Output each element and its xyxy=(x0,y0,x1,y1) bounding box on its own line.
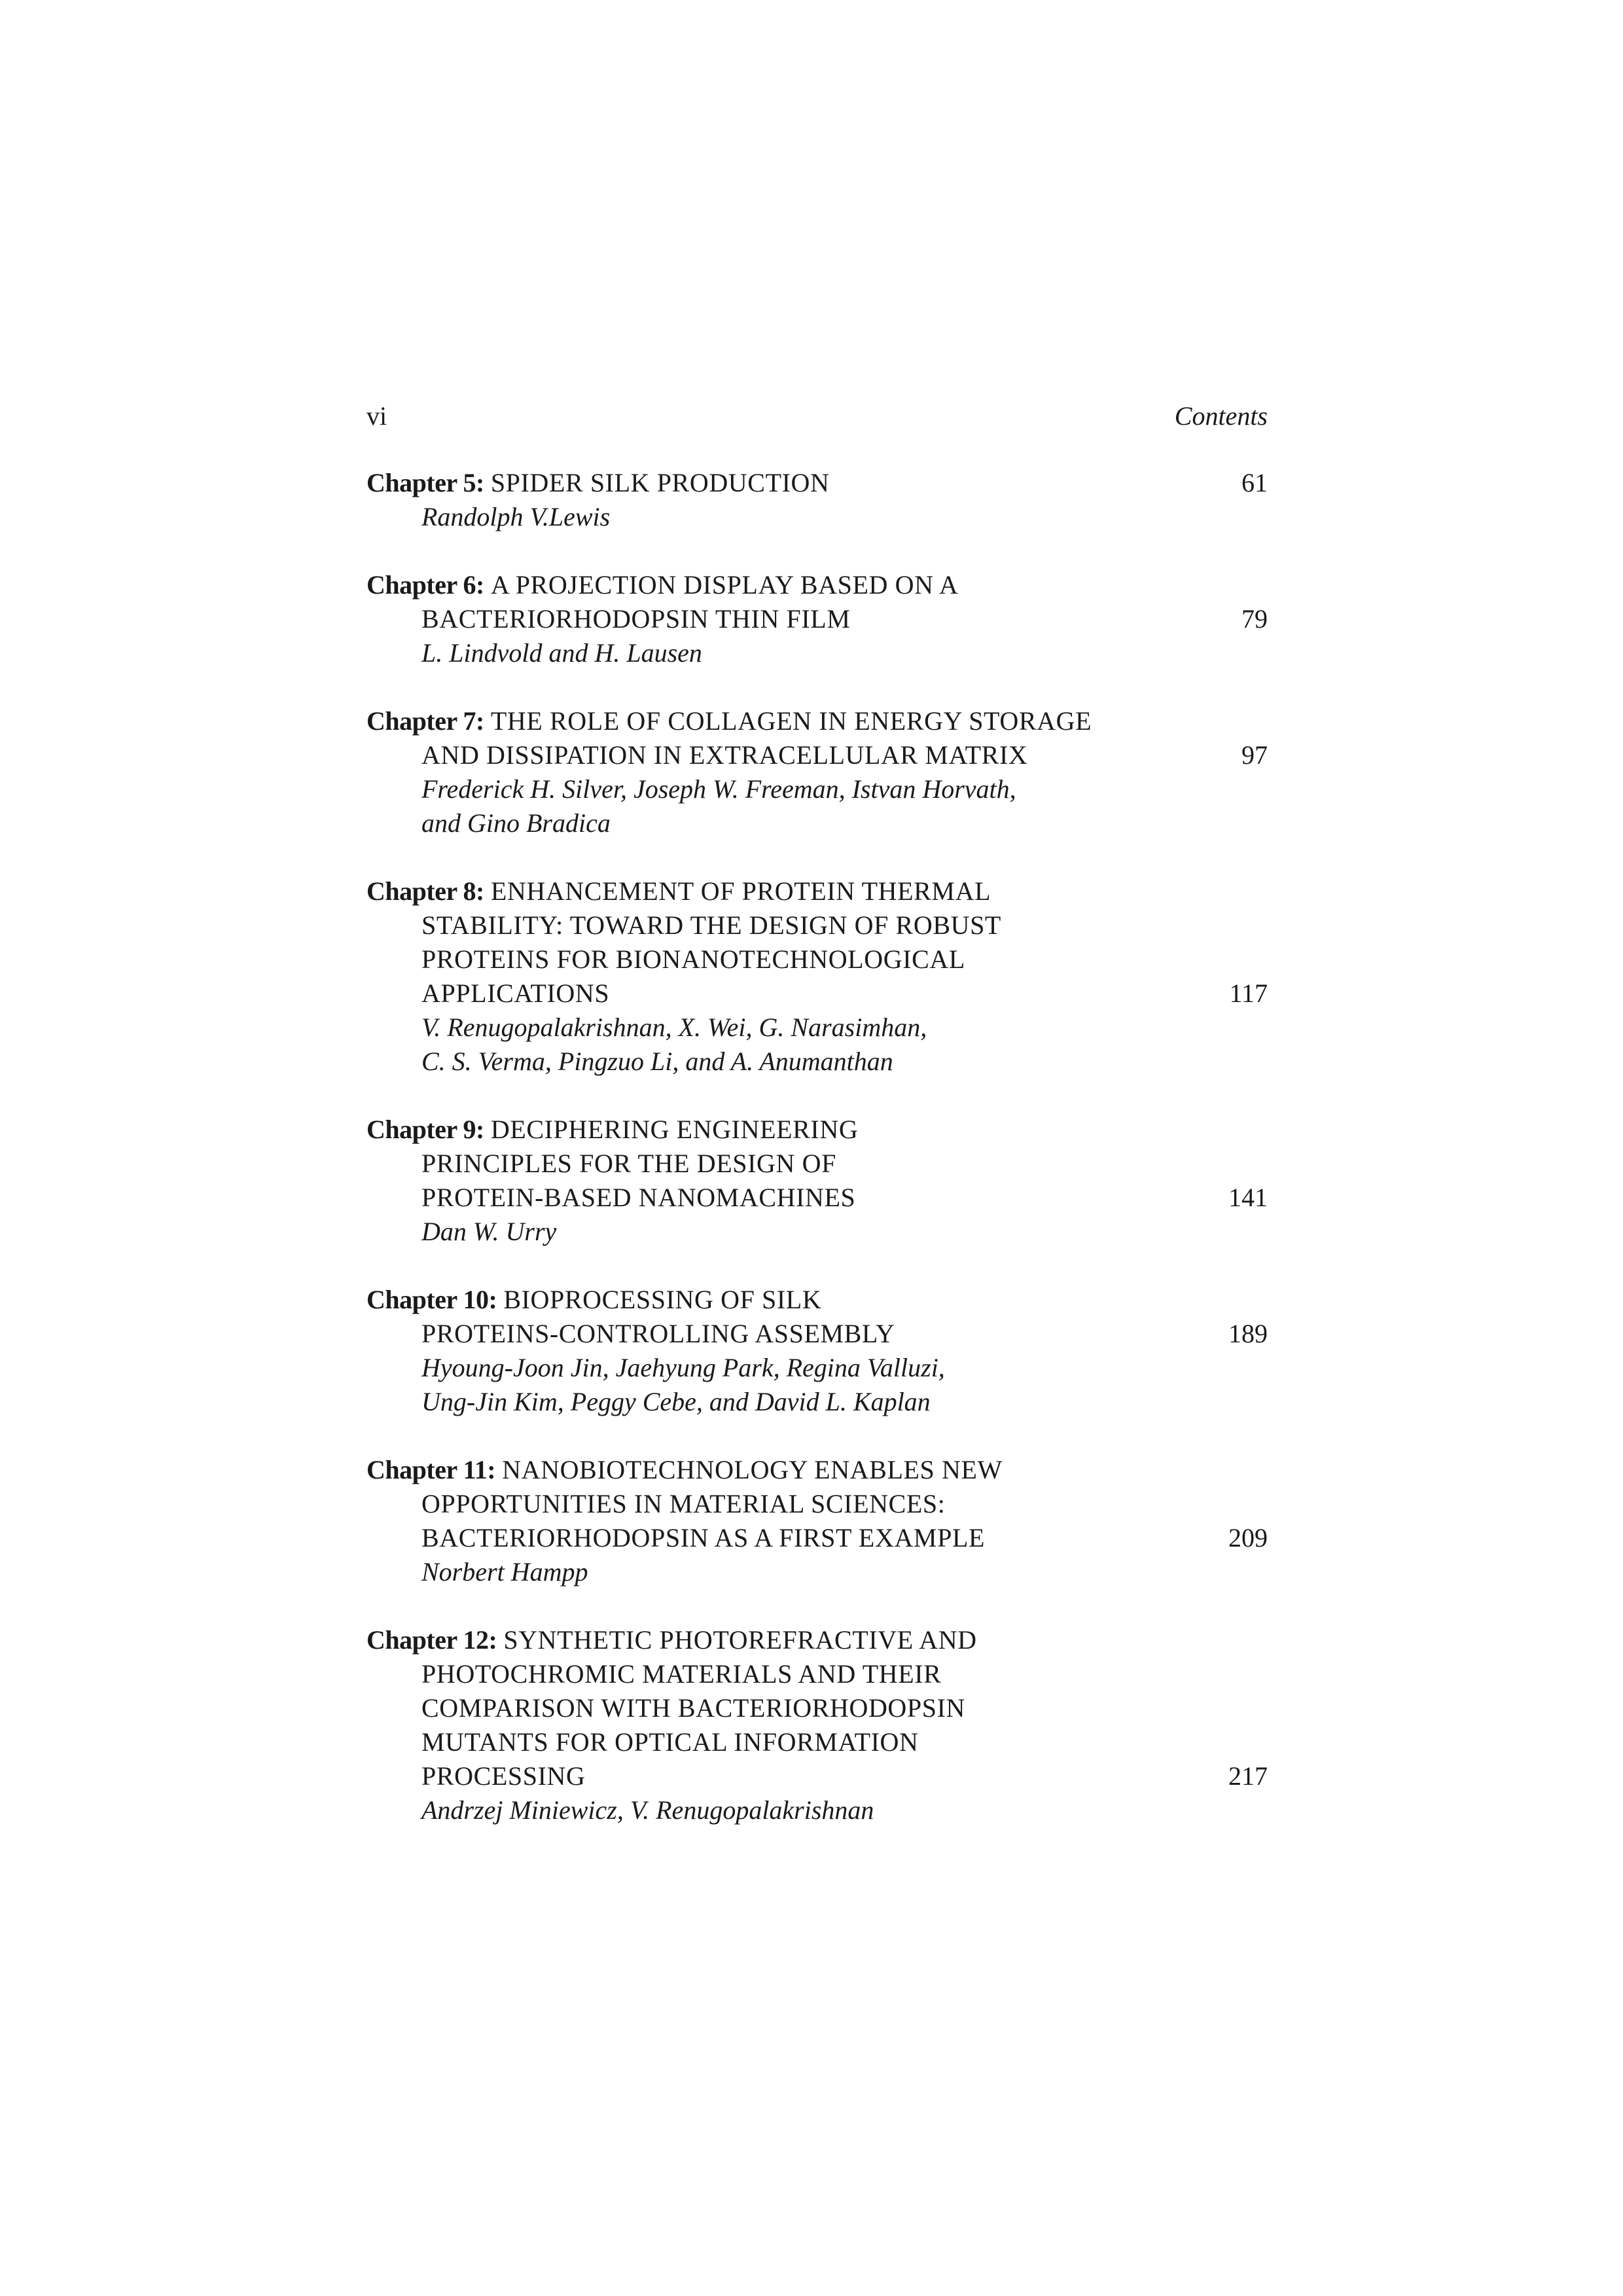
chapter-authors: L. Lindvold and H. Lausen xyxy=(421,638,702,668)
page-reference: 209 xyxy=(1228,1523,1268,1552)
chapter-authors: Norbert Hampp xyxy=(421,1557,588,1587)
toc-title-line xyxy=(366,942,1268,977)
page-reference: 61 xyxy=(1241,468,1268,497)
toc-entry xyxy=(366,1113,1268,1249)
toc-entry xyxy=(366,1283,1268,1419)
running-head: Contents xyxy=(1174,401,1268,431)
chapter-title-continuation: BACTERIORHODOPSIN AS A FIRST EXAMPLE xyxy=(421,1523,986,1552)
toc-title-line xyxy=(366,738,1268,772)
chapter-label: Chapter 7: xyxy=(366,706,484,736)
toc-title-line xyxy=(366,1759,1268,1793)
toc-entry xyxy=(366,874,1268,1079)
chapter-title-continuation: PROTEIN-BASED NANOMACHINES xyxy=(421,1183,856,1212)
chapter-authors: and Gino Bradica xyxy=(421,808,611,838)
toc-title-line xyxy=(366,1317,1268,1351)
toc-title-line xyxy=(366,704,1268,738)
chapter-authors: V. Renugopalakrishnan, X. Wei, G. Narasimhan, xyxy=(421,1013,927,1042)
toc-entry xyxy=(366,704,1268,840)
toc-title-line xyxy=(366,977,1268,1011)
toc-title-line xyxy=(366,1691,1268,1725)
chapter-title: THE ROLE OF COLLAGEN IN ENERGY STORAGE xyxy=(490,706,1092,736)
chapter-title-continuation: AND DISSIPATION IN EXTRACELLULAR MATRIX xyxy=(421,740,1028,770)
chapter-authors: Dan W. Urry xyxy=(421,1217,557,1246)
toc-title-line xyxy=(366,908,1268,942)
toc-title-line xyxy=(366,1283,1268,1317)
toc-entry xyxy=(366,568,1268,670)
toc-title-line xyxy=(366,466,1268,500)
chapter-title: SPIDER SILK PRODUCTION xyxy=(490,468,830,497)
chapter-title: A PROJECTION DISPLAY BASED ON A xyxy=(490,570,959,600)
chapter-authors: Ung-Jin Kim, Peggy Cebe, and David L. Kaplan xyxy=(421,1387,931,1416)
chapter-title-continuation: OPPORTUNITIES IN MATERIAL SCIENCES: xyxy=(421,1489,946,1518)
chapter-title-continuation: BACTERIORHODOPSIN THIN FILM xyxy=(421,604,851,634)
chapter-title-continuation: PROCESSING xyxy=(421,1761,586,1791)
chapter-title-continuation: PROTEINS FOR BIONANOTECHNOLOGICAL xyxy=(421,944,965,974)
toc-title-line xyxy=(366,1181,1268,1215)
chapter-title-continuation: MUTANTS FOR OPTICAL INFORMATION xyxy=(421,1727,919,1757)
chapter-title: ENHANCEMENT OF PROTEIN THERMAL xyxy=(490,876,991,906)
toc-title-line xyxy=(366,1487,1268,1521)
chapter-title: BIOPROCESSING OF SILK xyxy=(503,1285,822,1314)
chapter-label: Chapter 11: xyxy=(366,1455,496,1484)
chapter-title-continuation: COMPARISON WITH BACTERIORHODOPSIN xyxy=(421,1693,966,1723)
chapter-authors: Hyoung-Joon Jin, Jaehyung Park, Regina Valluzi, xyxy=(421,1353,945,1382)
toc-entry xyxy=(366,1623,1268,1827)
page-reference: 97 xyxy=(1241,740,1268,770)
chapter-label: Chapter 10: xyxy=(366,1285,497,1314)
chapter-title: NANOBIOTECHNOLOGY ENABLES NEW xyxy=(502,1455,1003,1484)
chapter-authors: Andrzej Miniewicz, V. Renugopalakrishnan xyxy=(421,1795,874,1825)
chapter-authors: C. S. Verma, Pingzuo Li, and A. Anumanthan xyxy=(421,1047,893,1076)
chapter-label: Chapter 5: xyxy=(366,468,484,497)
page-reference: 217 xyxy=(1228,1761,1268,1791)
chapter-title-continuation: APPLICATIONS xyxy=(421,978,610,1008)
toc-title-line xyxy=(366,1147,1268,1181)
page-number: vi xyxy=(366,401,387,431)
toc-title-line xyxy=(366,1725,1268,1759)
chapter-title-continuation: PROTEINS-CONTROLLING ASSEMBLY xyxy=(421,1319,895,1348)
chapter-label: Chapter 6: xyxy=(366,570,484,600)
toc-title-line xyxy=(366,1521,1268,1555)
toc-entry xyxy=(366,466,1268,534)
chapter-title-continuation: STABILITY: TOWARD THE DESIGN OF ROBUST xyxy=(421,910,1001,940)
page-reference: 117 xyxy=(1229,978,1268,1008)
chapter-title: DECIPHERING ENGINEERING xyxy=(490,1115,859,1144)
toc-title-line xyxy=(366,1657,1268,1691)
chapter-authors: Frederick H. Silver, Joseph W. Freeman, Istvan Horvath, xyxy=(421,774,1016,804)
chapter-title-continuation: PHOTOCHROMIC MATERIALS AND THEIR xyxy=(421,1659,942,1689)
toc-title-line xyxy=(366,1623,1268,1657)
toc-title-line xyxy=(366,874,1268,908)
chapter-label: Chapter 9: xyxy=(366,1115,484,1144)
chapter-label: Chapter 12: xyxy=(366,1625,497,1655)
table-of-contents xyxy=(366,466,1268,1861)
toc-title-line xyxy=(366,1113,1268,1147)
page-reference: 141 xyxy=(1228,1183,1268,1212)
page-reference: 189 xyxy=(1228,1319,1268,1348)
toc-entry xyxy=(366,1453,1268,1589)
toc-title-line xyxy=(366,568,1268,602)
toc-title-line xyxy=(366,1453,1268,1487)
toc-title-line xyxy=(366,602,1268,636)
chapter-title: SYNTHETIC PHOTOREFRACTIVE AND xyxy=(503,1625,977,1655)
page-reference: 79 xyxy=(1241,604,1268,634)
chapter-title-continuation: PRINCIPLES FOR THE DESIGN OF xyxy=(421,1149,836,1178)
chapter-authors: Randolph V.Lewis xyxy=(421,502,611,531)
chapter-label: Chapter 8: xyxy=(366,876,484,906)
page-header xyxy=(366,401,1268,440)
